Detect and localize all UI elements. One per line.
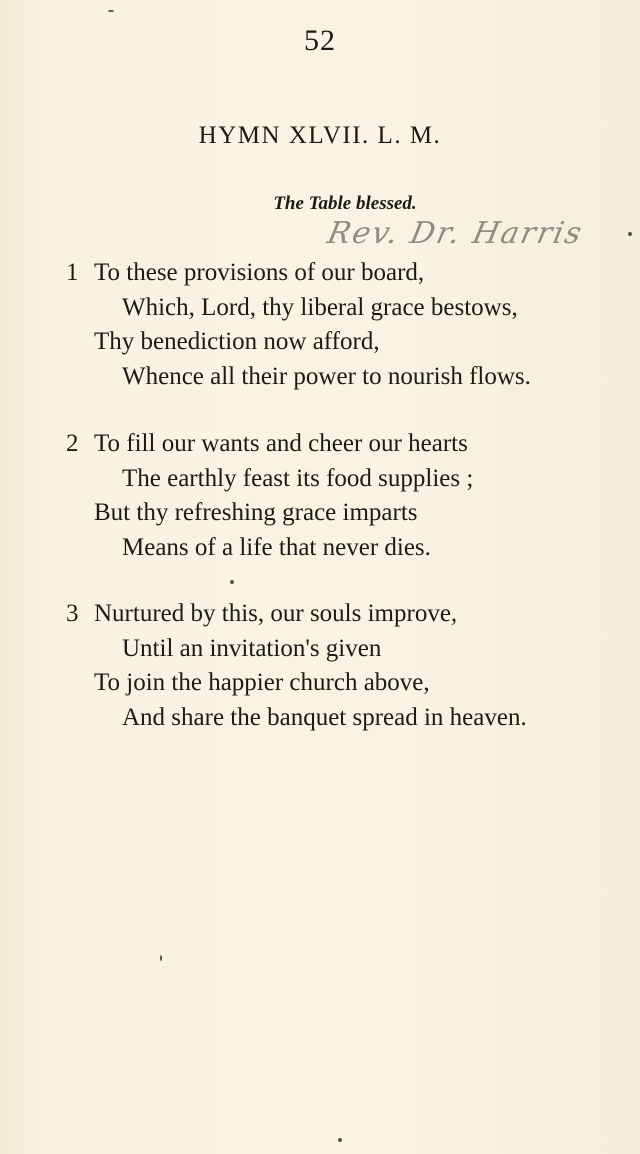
- stanza-line: And share the banquet spread in heaven.: [122, 703, 527, 731]
- stanza-line: [66, 427, 473, 462]
- handwritten-attribution: [322, 216, 602, 256]
- hymn-subtitle: The Table blessed.: [273, 193, 417, 214]
- stanza-number: 3: [66, 600, 79, 627]
- verse-text: Nurtured by this, our souls improve,: [94, 600, 458, 627]
- stanza-2: [66, 427, 473, 565]
- verse-text: To these provisions of our board,: [94, 259, 425, 286]
- stanza-line: To join the happier church above,: [94, 669, 430, 696]
- stanza-line: Until an invitation's given: [122, 634, 382, 662]
- stanza-line: [66, 256, 531, 291]
- stanza-line: Thy benediction now afford,: [94, 328, 380, 355]
- ink-speck: [160, 955, 162, 961]
- page-number: 52: [304, 24, 336, 57]
- ink-speck: [628, 232, 632, 236]
- stanza-line: The earthly feast its food supplies ;: [122, 464, 474, 492]
- stanza-3: [66, 597, 527, 735]
- stanza-line: But thy refreshing grace imparts: [94, 499, 418, 526]
- stanza-1: [66, 256, 531, 394]
- stanza-line: [66, 597, 527, 632]
- stanza-line: Whence all their power to nourish flows.: [122, 362, 531, 390]
- ink-speck: [108, 10, 114, 12]
- verse-text: To fill our wants and cheer our hearts: [94, 430, 468, 457]
- ink-speck: [230, 580, 234, 584]
- stanza-number: 1: [66, 259, 79, 286]
- stanza-line: Means of a life that never dies.: [122, 533, 431, 561]
- hymn-title: HYMN XLVII. L. M.: [198, 122, 442, 149]
- ink-speck: [338, 1138, 342, 1142]
- handwritten-attribution-text: Rev. Dr. Harris: [324, 216, 587, 251]
- stanza-line: Which, Lord, thy liberal grace bestows,: [122, 293, 518, 321]
- stanza-number: 2: [66, 430, 79, 457]
